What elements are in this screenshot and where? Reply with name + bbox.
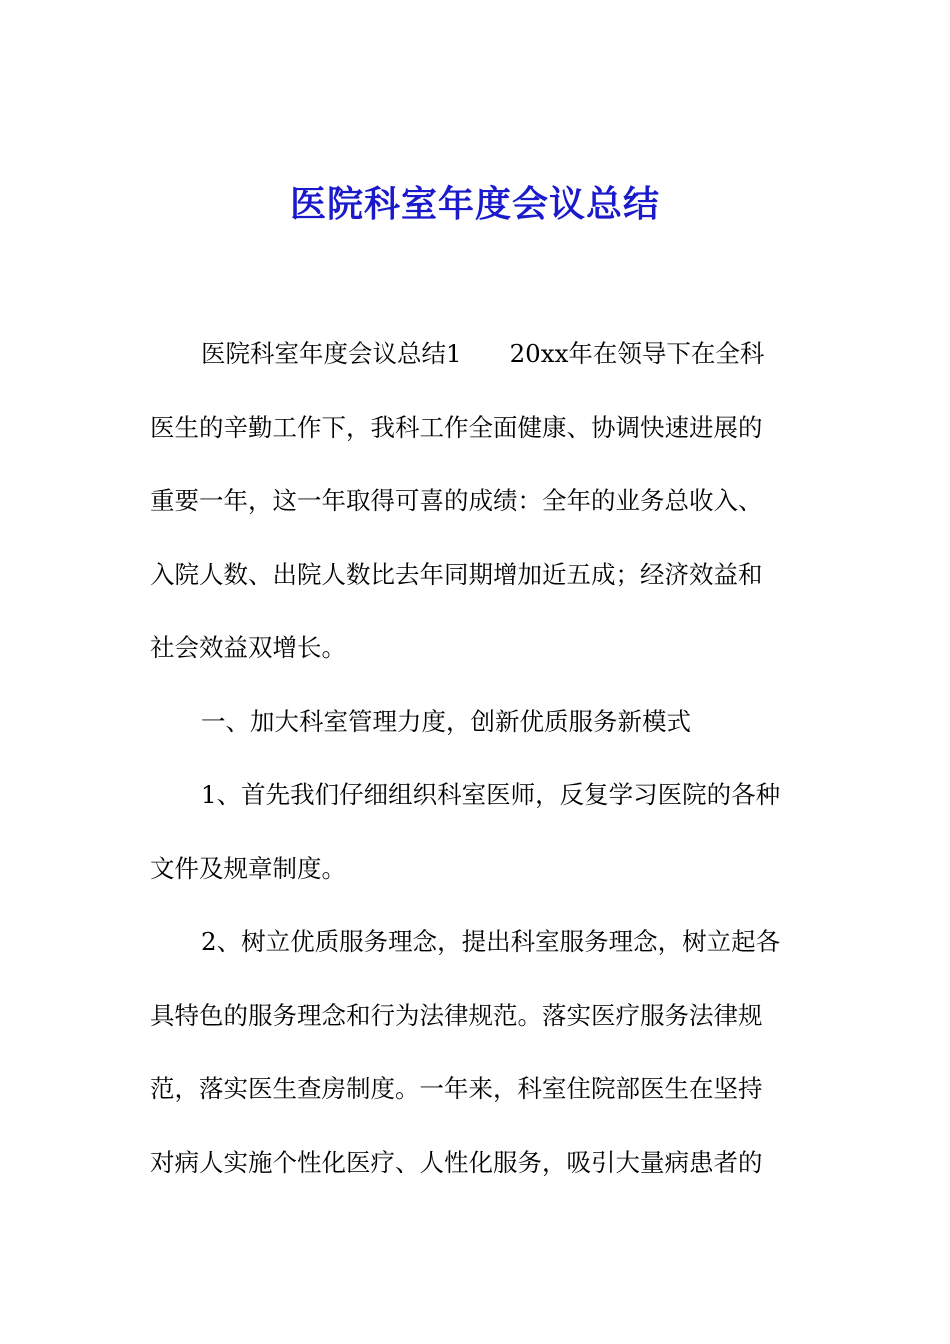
paragraph-line: 具特色的服务理念和行为法律规范。落实医疗服务法律规 xyxy=(150,1000,763,1030)
paragraph-line: 入院人数、出院人数比去年同期增加近五成；经济效益和 xyxy=(150,559,763,589)
paragraph-line: 重要一年，这一年取得可喜的成绩：全年的业务总收入、 xyxy=(150,486,763,515)
document-body xyxy=(150,327,802,1209)
paragraph-text: 20xx年在领导下在全科 xyxy=(509,339,765,368)
paragraph-line: 文件及规章制度。 xyxy=(150,853,346,883)
paragraph-line: 2、树立优质服务理念，提出科室服务理念，树立起各 xyxy=(201,927,781,956)
section-heading: 一、加大科室管理力度，创新优质服务新模式 xyxy=(201,706,691,736)
paragraph-line: 范，落实医生查房制度。一年来，科室住院部医生在坚持 xyxy=(150,1074,763,1103)
paragraph-line: 社会效益双增长。 xyxy=(150,633,346,662)
paragraph-line: 医生的辛勤工作下，我科工作全面健康、协调快速进展的 xyxy=(150,412,763,442)
paragraph-line: 1、首先我们仔细组织科室医师，反复学习医院的各种 xyxy=(201,780,781,809)
paragraph-line: 对病人实施个性化医疗、人性化服务，吸引大量病患者的 xyxy=(150,1147,763,1177)
paragraph-heading-text: 医院科室年度会议总结1 xyxy=(201,339,462,368)
paragraph-line xyxy=(150,327,802,401)
document-title: 医院科室年度会议总结 xyxy=(289,183,660,225)
